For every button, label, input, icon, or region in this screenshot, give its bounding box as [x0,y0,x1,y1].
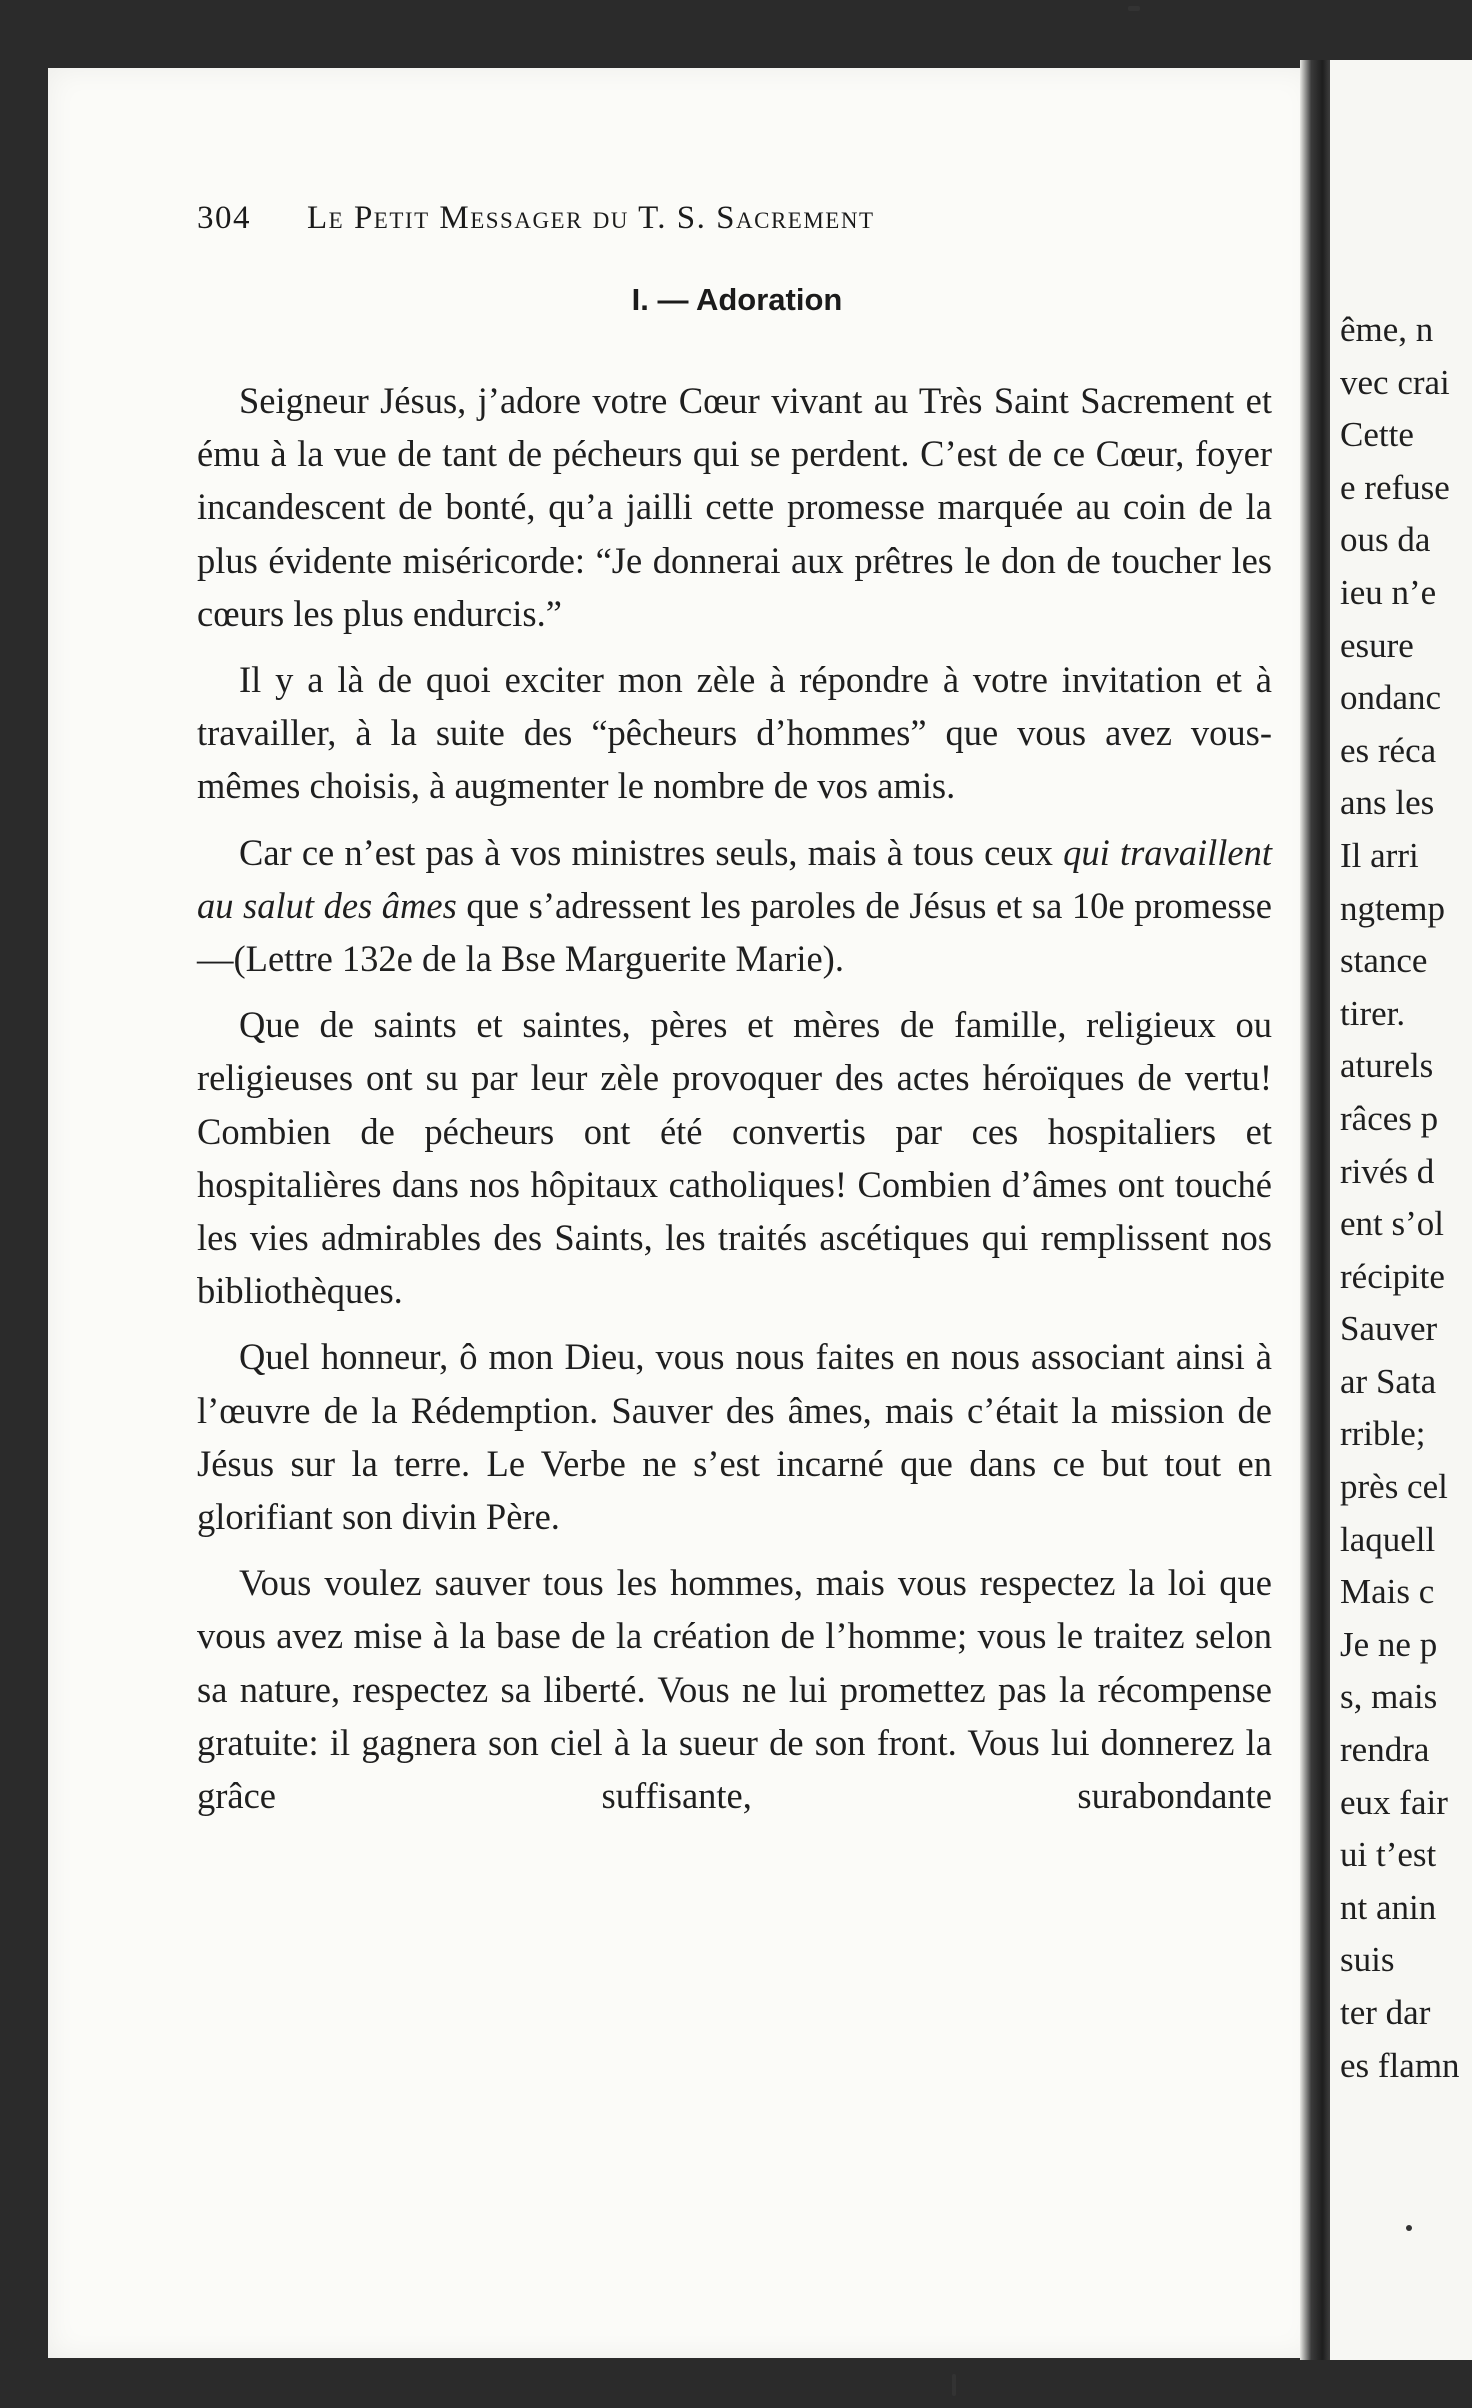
facing-line: râces p [1340,1098,1439,1138]
scan-speck [952,2374,956,2396]
section-title: I. — Adoration [631,282,843,317]
running-title: Le Petit Messager du T. S. Sacrement [307,200,875,236]
page-number: 304 [197,200,251,236]
paragraph-3-end: que s’adressent les paroles de Jésus et sa 10e promesse—(Lettre 132e de la Bse Marguerite Marie). [197,884,1272,980]
facing-line: Mais c [1340,1572,1435,1612]
facing-line: près cel [1340,1467,1448,1507]
facing-line: Sauver [1340,1309,1438,1349]
paragraph-6: Vous voulez sauver tous les hommes, mais vous respectez la loi que vous avez mise à la base de la création de l’homme; vous le traitez selon sa nature, respectez sa liberté. Vous ne lui promettez pas la récompense gratuite: il gagnera son ciel à la sueur de son front. Vous lui donnerez la grâce suffisante, surabondante [197,1562,1272,1817]
paragraph-3-emphasis: qui travaillent au salut des âmes [197,831,1272,926]
facing-line: ieu n’e [1340,572,1437,612]
facing-line: ans les [1340,783,1435,823]
facing-line: nt anin [1340,1887,1437,1927]
facing-line: aturels [1340,1046,1434,1086]
running-head [197,200,1157,237]
facing-line: esure [1340,625,1414,665]
facing-line: récipite [1340,1256,1445,1296]
facing-page [1330,60,1472,2360]
facing-line: ondanc [1340,678,1442,718]
facing-line: ui t’est [1340,1835,1437,1875]
scan-speck [1406,2225,1412,2231]
facing-line: stance [1340,941,1428,981]
paragraph-3 [197,826,1272,986]
facing-line: ous da [1340,520,1431,560]
facing-line: vec crai [1340,362,1450,402]
facing-line: es réca [1340,730,1437,770]
body-text [197,374,1272,1835]
facing-line: ter dar [1340,1993,1431,2032]
facing-line: tirer. [1340,993,1406,1033]
facing-line: s, mais [1340,1677,1438,1717]
facing-line: rivés d [1340,1151,1435,1191]
paragraph-3-start: Car ce n’est pas à vos ministres seuls, mais à tous ceux [239,831,1064,873]
facing-page-text [1340,304,1472,2092]
facing-line: laquell [1340,1519,1436,1559]
facing-line: e refuse [1340,467,1450,507]
facing-line: ar Sata [1340,1361,1437,1401]
facing-line: rrible; [1340,1414,1426,1454]
facing-line: ent s’ol [1340,1204,1445,1244]
book-gutter [1300,60,1332,2360]
paragraph-4: Que de saints et saintes, pères et mères de famille, religieux ou religieuses ont su par leur zèle provoquer des actes héroïques de vertu! Combien de pécheurs ont été convertis par ces hospitaliers et hospitalières dans nos hôpitaux catholiques! Combien d’âmes ont touché les vies admirables des Saints, les traités ascétiques qui remplissent nos bibliothèques. [197,1004,1272,1312]
facing-line: es flamn [1340,2045,1460,2085]
paragraph-2: Il y a là de quoi exciter mon zèle à répondre à votre invitation et à travailler, à la suite des “pêcheurs d’hommes” que vous avez vous-mêmes choisis, à augmenter le nombre de vos amis. [197,659,1272,807]
facing-line: eux fair [1340,1782,1448,1822]
paragraph-5: Quel honneur, ô mon Dieu, vous nous faites en nous associant ainsi à l’œuvre de la Rédemption. Sauver des âmes, mais c’était la mission de Jésus sur la terre. Le Verbe ne s’est incarné que dans ce but tout en glorifiant son divin Père. [197,1336,1272,1538]
facing-line: ême, n [1340,310,1434,349]
facing-line: Je ne p [1340,1624,1438,1664]
facing-line: rendra [1340,1730,1430,1770]
scan-speck [1128,6,1140,11]
facing-line: Cette [1340,415,1414,455]
facing-line: ngtemp [1340,888,1445,928]
facing-line: Il arri [1340,835,1419,875]
facing-line: suis [1340,1940,1395,1980]
paragraph-1: Seigneur Jésus, j’adore votre Cœur vivant au Très Saint Sacrement et ému à la vue de tant de pécheurs qui se perdent. C’est de ce Cœur, foyer incandescent de bonté, qu’a jailli cette promesse marquée au coin de la plus évidente miséricorde: “Je donnerai aux prêtres le don de toucher les cœurs les plus endurcis.” [197,380,1272,634]
